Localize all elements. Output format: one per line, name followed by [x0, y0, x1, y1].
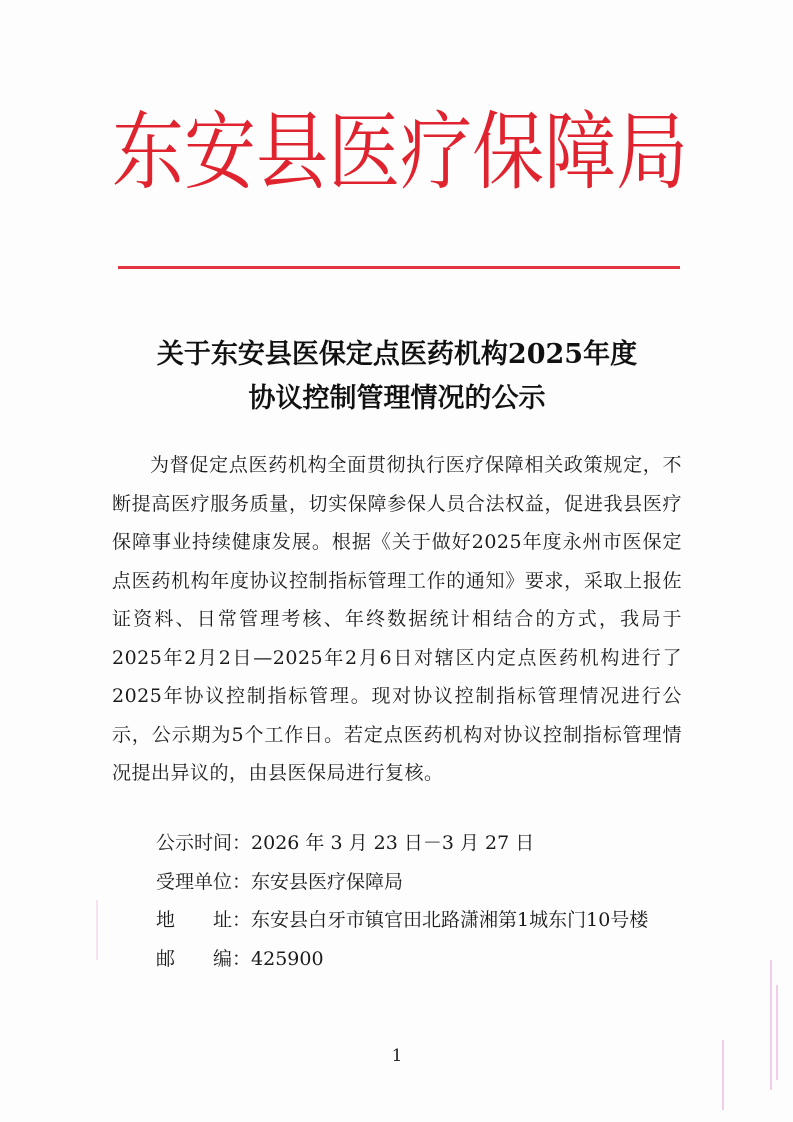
scan-artifact — [770, 960, 772, 1090]
scan-artifact — [722, 1040, 724, 1110]
info-period-value: 2026 年 3 月 23 日－3 月 27 日 — [251, 832, 535, 854]
body-paragraph: 为督促定点医药机构全面贯彻执行医疗保障相关政策规定，不断提高医疗服务质量，切实保障参保人员合法权益，促进我县医疗保障事业持续健康发展。根据《关于做好2025年度永州市医保定点医药机构年度协议控制指标管理工作的通知》要求，采取上报佐证资料、日常管理考核、年终数据统计相结合的方式，我局于2025年2月2日—2025年2月6日对辖区内定点医药机构进行了2025年协议控制指标管理。现对协议控制指标管理情况进行公示，公示期为5个工作日。若定点医药机构对协议控制指标管理情况提出异议的，由县医保局进行复核。 — [112, 454, 682, 784]
header-char: 局 — [616, 102, 689, 202]
header-char: 保 — [472, 102, 545, 202]
info-period — [112, 824, 682, 863]
title-line-1: 关于东安县医保定点医药机构2025年度 — [156, 339, 638, 370]
info-postcode-value: 425900 — [251, 947, 324, 970]
info-unit — [112, 863, 682, 902]
document-title — [112, 333, 682, 421]
header-char: 疗 — [400, 102, 473, 202]
page-number: 1 — [391, 1046, 403, 1066]
notice-info — [112, 824, 682, 978]
info-unit-value: 东安县医疗保障局 — [251, 870, 404, 893]
organization-header — [112, 81, 689, 223]
header-divider — [118, 266, 680, 269]
info-period-label: 公示时间： — [156, 832, 252, 854]
header-char: 障 — [544, 102, 617, 202]
info-unit-label: 受理单位： — [156, 870, 252, 893]
header-char: 安 — [184, 102, 257, 202]
info-postcode-label: 邮 编： — [156, 947, 252, 970]
info-postcode — [112, 940, 682, 979]
info-address — [112, 901, 682, 940]
header-char: 东 — [112, 102, 185, 202]
header-char: 医 — [328, 102, 401, 202]
scan-artifact — [96, 900, 98, 960]
scan-artifact — [776, 985, 778, 1080]
title-line-2: 协议控制管理情况的公示 — [248, 383, 546, 414]
header-char: 县 — [256, 102, 329, 202]
info-address-value: 东安县白牙市镇官田北路潇湘第1城东门10号楼 — [251, 909, 649, 931]
info-address-label: 地 址： — [156, 909, 252, 931]
